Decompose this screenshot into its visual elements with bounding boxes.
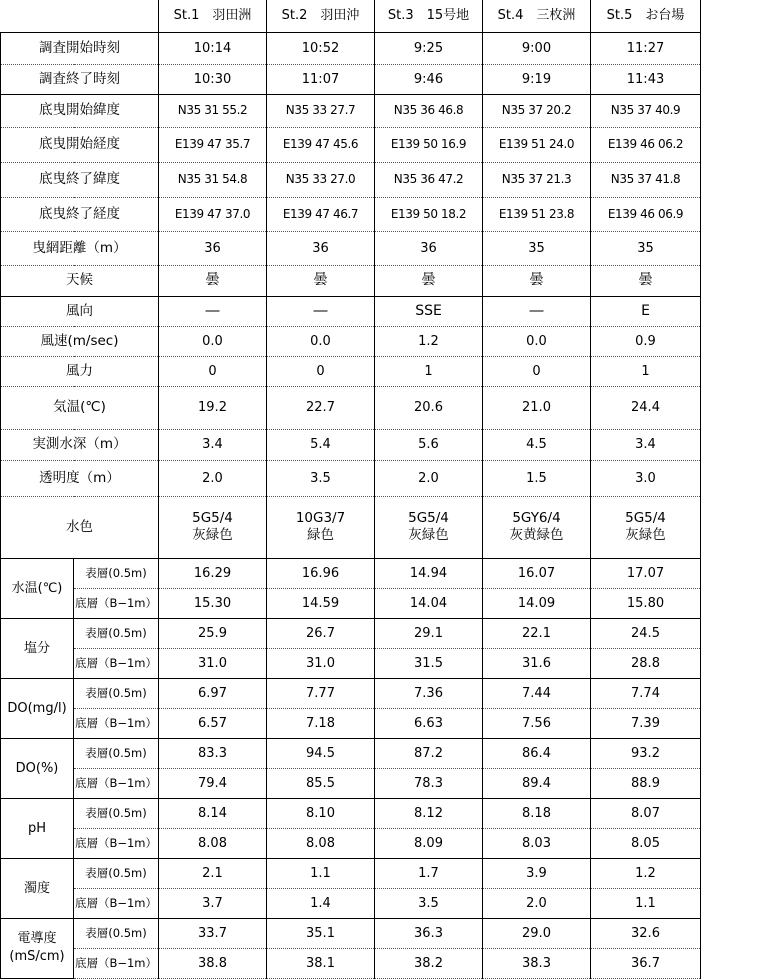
measure-cell: 28.8 [591,648,701,678]
measure-cell: 79.4 [159,768,267,798]
value-cell: E139 47 37.0 [159,197,267,231]
layer-label: 底層（B−1m） [74,828,159,858]
measure-cell: 22.1 [483,618,591,648]
weather-cell: 曇 [591,265,701,296]
measure-cell: 8.18 [483,798,591,828]
value-cell: 36 [159,231,267,265]
weather-cell: 曇 [267,265,375,296]
value-cell: 3.5 [267,460,375,496]
measure-cell: 31.6 [483,648,591,678]
measure-cell: 7.39 [591,708,701,738]
group-label: DO(%) [1,738,74,798]
measure-cell: 14.94 [375,558,483,588]
munsell-code: 5G5/4 [408,510,449,526]
data-row [1,296,701,326]
value-cell: 9:00 [483,32,591,64]
value-cell: 0 [483,356,591,386]
group-row [1,678,701,708]
value-cell: N35 36 46.8 [375,94,483,127]
value-cell: 10:14 [159,32,267,64]
measure-cell: 3.5 [375,888,483,918]
measure-cell: 1.4 [267,888,375,918]
measure-cell: 3.9 [483,858,591,888]
group-label: pH [1,798,74,858]
data-row [1,231,701,265]
color-name: 灰黄緑色 [509,527,564,543]
data-row [1,32,701,64]
value-cell: 22.7 [267,386,375,429]
layer-label: 底層（B−1m） [74,888,159,918]
row-label: 風向 [1,296,159,326]
layer-label: 底層（B−1m） [74,588,159,618]
measure-cell: 7.44 [483,678,591,708]
measure-cell: 1.7 [375,858,483,888]
color-name: 灰緑色 [625,527,666,543]
group-label: 水温(℃) [1,558,74,618]
value-cell: 21.0 [483,386,591,429]
group-row [1,618,701,648]
layer-label: 表層(0.5m) [74,678,159,708]
group-row [1,708,701,738]
measure-cell: 16.29 [159,558,267,588]
row-label: 調査終了時刻 [1,64,159,94]
value-cell: N35 37 20.2 [483,94,591,127]
measure-cell: 8.08 [267,828,375,858]
water-color-cell [267,496,375,558]
group-row [1,588,701,618]
station-header: St.1 羽田洲 [159,0,267,32]
row-label: 水色 [1,496,159,558]
data-row [1,326,701,356]
measure-cell: 89.4 [483,768,591,798]
value-cell: 2.0 [159,460,267,496]
layer-label: 底層（B−1m） [74,768,159,798]
value-cell: 0.0 [483,326,591,356]
station-header: St.3 15号地 [375,0,483,32]
measure-cell: 15.80 [591,588,701,618]
measure-cell: 87.2 [375,738,483,768]
value-cell: N35 33 27.7 [267,94,375,127]
data-row [1,386,701,429]
value-cell: 1 [375,356,483,386]
measure-cell: 35.1 [267,918,375,948]
measure-cell: 24.5 [591,618,701,648]
group-row [1,768,701,798]
data-row [1,162,701,197]
measure-cell: 14.59 [267,588,375,618]
measure-cell: 1.1 [591,888,701,918]
measure-cell: 8.08 [159,828,267,858]
value-cell: E139 47 35.7 [159,127,267,162]
measure-cell: 93.2 [591,738,701,768]
measure-cell: 38.1 [267,948,375,978]
water-color-row [1,496,701,558]
value-cell: 5.4 [267,429,375,460]
layer-label: 表層(0.5m) [74,918,159,948]
measure-cell: 26.7 [267,618,375,648]
value-cell: 1.5 [483,460,591,496]
measure-cell: 25.9 [159,618,267,648]
measure-cell: 94.5 [267,738,375,768]
layer-label: 表層(0.5m) [74,738,159,768]
measure-cell: 7.56 [483,708,591,738]
measure-cell: 14.04 [375,588,483,618]
measure-cell: 36.3 [375,918,483,948]
value-cell: E139 51 24.0 [483,127,591,162]
measure-cell: 8.09 [375,828,483,858]
weather-cell: 曇 [159,265,267,296]
value-cell: N35 37 41.8 [591,162,701,197]
measure-cell: 86.4 [483,738,591,768]
data-row [1,64,701,94]
value-cell: 1 [591,356,701,386]
group-row [1,648,701,678]
measure-cell: 36.7 [591,948,701,978]
measure-cell: 88.9 [591,768,701,798]
value-cell: 11:07 [267,64,375,94]
measure-cell: 16.07 [483,558,591,588]
layer-label: 表層(0.5m) [74,618,159,648]
measure-cell: 32.6 [591,918,701,948]
value-cell: 0.9 [591,326,701,356]
value-cell: 0.0 [267,326,375,356]
value-cell: 10:52 [267,32,375,64]
value-cell: SSE [375,296,483,326]
layer-label: 底層（B−1m） [74,948,159,978]
measure-cell: 31.0 [267,648,375,678]
value-cell: 0 [267,356,375,386]
layer-label: 表層(0.5m) [74,798,159,828]
measure-cell: 85.5 [267,768,375,798]
header-row [1,0,701,32]
data-row [1,94,701,127]
station-header: St.4 三枚洲 [483,0,591,32]
row-label: 気温(℃) [1,386,159,429]
water-color-cell [375,496,483,558]
value-cell: 11:27 [591,32,701,64]
measure-cell: 8.03 [483,828,591,858]
measure-cell: 8.12 [375,798,483,828]
value-cell: ― [159,296,267,326]
munsell-code: 5G5/4 [625,510,666,526]
measure-cell: 1.2 [591,858,701,888]
measure-cell: 16.96 [267,558,375,588]
group-label: 電導度 (mS/cm) [1,918,74,978]
data-row [1,197,701,231]
water-color-cell [483,496,591,558]
munsell-code: 10G3/7 [295,510,346,526]
group-row [1,798,701,828]
color-name: 緑色 [307,527,334,543]
row-label: 風力 [1,356,159,386]
measure-cell: 14.09 [483,588,591,618]
water-color-cell [591,496,701,558]
value-cell: 35 [483,231,591,265]
value-cell: E139 46 06.9 [591,197,701,231]
value-cell: E139 50 18.2 [375,197,483,231]
value-cell: E139 46 06.2 [591,127,701,162]
measure-cell: 8.07 [591,798,701,828]
data-row [1,265,701,296]
value-cell: E139 47 45.6 [267,127,375,162]
value-cell: 1.2 [375,326,483,356]
color-name: 灰緑色 [408,527,449,543]
value-cell: E139 50 16.9 [375,127,483,162]
value-cell: 19.2 [159,386,267,429]
value-cell: 10:30 [159,64,267,94]
measure-cell: 6.97 [159,678,267,708]
row-label: 底曳開始経度 [1,127,159,162]
data-row [1,356,701,386]
value-cell: E139 51 23.8 [483,197,591,231]
weather-cell: 曇 [483,265,591,296]
value-cell: N35 37 40.9 [591,94,701,127]
value-cell: N35 31 55.2 [159,94,267,127]
measure-cell: 6.57 [159,708,267,738]
measure-cell: 31.0 [159,648,267,678]
value-cell: 24.4 [591,386,701,429]
value-cell: 3.0 [591,460,701,496]
group-label: 塩分 [1,618,74,678]
weather-cell: 曇 [375,265,483,296]
layer-label: 表層(0.5m) [74,858,159,888]
measure-cell: 38.3 [483,948,591,978]
row-label: 透明度（m） [1,460,159,496]
value-cell: 5.6 [375,429,483,460]
group-row [1,558,701,588]
munsell-code: 5GY6/4 [512,510,561,526]
measure-cell: 2.0 [483,888,591,918]
measure-cell: 38.2 [375,948,483,978]
measure-cell: 7.74 [591,678,701,708]
measure-cell: 8.05 [591,828,701,858]
munsell-code: 5G5/4 [192,510,233,526]
data-row [1,460,701,496]
value-cell: 4.5 [483,429,591,460]
measure-cell: 38.8 [159,948,267,978]
header-corner [1,0,159,32]
value-cell: 9:19 [483,64,591,94]
measure-cell: 33.7 [159,918,267,948]
value-cell: 3.4 [159,429,267,460]
station-header: St.5 お台場 [591,0,701,32]
layer-label: 表層(0.5m) [74,558,159,588]
measure-cell: 78.3 [375,768,483,798]
measure-cell: 7.18 [267,708,375,738]
value-cell: 36 [375,231,483,265]
group-label: 濁度 [1,858,74,918]
group-row [1,828,701,858]
measure-cell: 7.77 [267,678,375,708]
measure-cell: 8.14 [159,798,267,828]
measure-cell: 15.30 [159,588,267,618]
value-cell: 35 [591,231,701,265]
row-label: 調査開始時刻 [1,32,159,64]
measure-cell: 29.0 [483,918,591,948]
measure-cell: 31.5 [375,648,483,678]
measure-cell: 7.36 [375,678,483,708]
group-row [1,888,701,918]
group-row [1,738,701,768]
measure-cell: 83.3 [159,738,267,768]
value-cell: 3.4 [591,429,701,460]
measure-cell: 3.7 [159,888,267,918]
value-cell: E139 47 46.7 [267,197,375,231]
value-cell: 11:43 [591,64,701,94]
row-label: 底曳終了経度 [1,197,159,231]
layer-label: 底層（B−1m） [74,648,159,678]
value-cell: 0.0 [159,326,267,356]
value-cell: ― [483,296,591,326]
measure-cell: 6.63 [375,708,483,738]
measure-cell: 2.1 [159,858,267,888]
value-cell: 2.0 [375,460,483,496]
value-cell: ― [267,296,375,326]
row-label: 底曳開始緯度 [1,94,159,127]
measure-cell: 17.07 [591,558,701,588]
value-cell: N35 36 47.2 [375,162,483,197]
color-name: 灰緑色 [192,527,233,543]
value-cell: 36 [267,231,375,265]
row-label: 曳網距離（m） [1,231,159,265]
value-cell: N35 37 21.3 [483,162,591,197]
row-label: 底曳終了緯度 [1,162,159,197]
value-cell: 0 [159,356,267,386]
value-cell: 20.6 [375,386,483,429]
row-label: 実測水深（m） [1,429,159,460]
group-label: DO(mg/l) [1,678,74,738]
water-color-cell [159,496,267,558]
group-row [1,858,701,888]
data-row [1,127,701,162]
data-row [1,429,701,460]
measure-cell: 29.1 [375,618,483,648]
value-cell: N35 33 27.0 [267,162,375,197]
measure-cell: 1.1 [267,858,375,888]
group-row [1,948,701,978]
station-header: St.2 羽田沖 [267,0,375,32]
value-cell: 9:25 [375,32,483,64]
row-label: 天候 [1,265,159,296]
value-cell: E [591,296,701,326]
value-cell: 9:46 [375,64,483,94]
measure-cell: 8.10 [267,798,375,828]
layer-label: 底層（B−1m） [74,708,159,738]
group-row [1,918,701,948]
value-cell: N35 31 54.8 [159,162,267,197]
row-label: 風速(m/sec) [1,326,159,356]
